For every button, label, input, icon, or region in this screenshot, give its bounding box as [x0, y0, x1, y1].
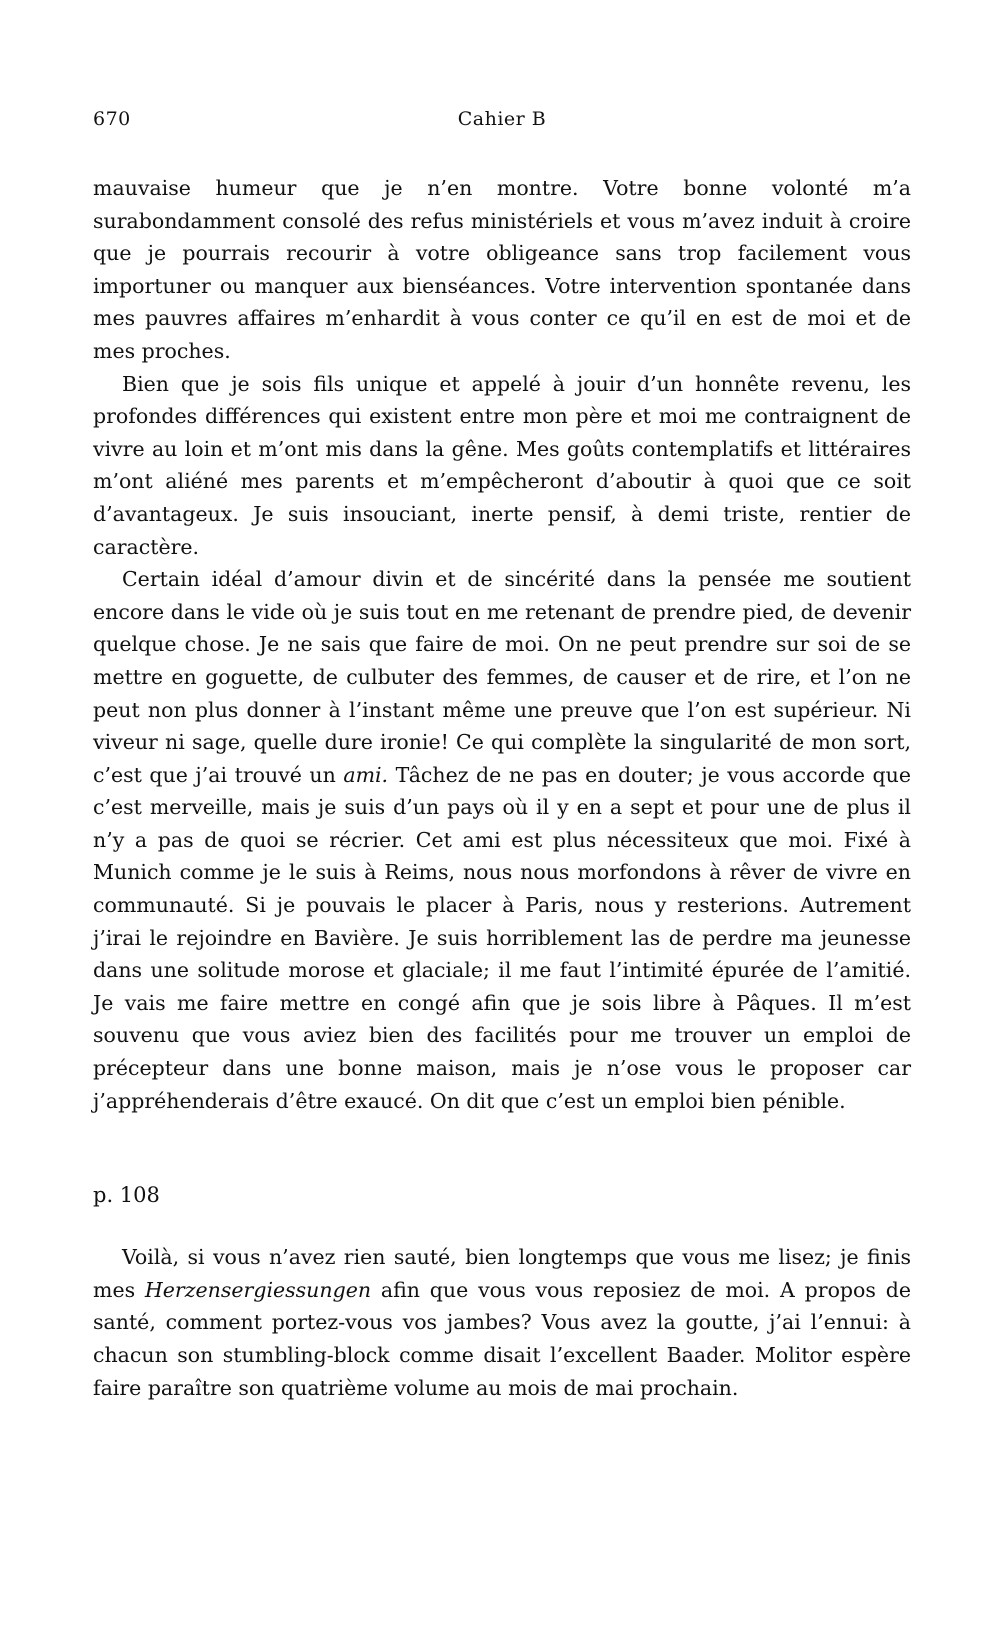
page-number: 670: [93, 108, 131, 130]
running-title: Cahier B: [457, 108, 547, 130]
paragraph-closing-after: afin que vous vous reposiez de moi. A propos de santé, comment portez-vous vos jambes? Vous avez la goutte, j’ai l’ennui: à chacun son stumbling-block comme disait l’excellent Baader. Molitor espère faire paraître son quatrième volume au mois de mai prochain.: [93, 1277, 911, 1400]
paragraph-closing: [93, 1241, 911, 1404]
page-reference: p. 108: [93, 1183, 160, 1208]
paragraph-friend-before: Certain idéal d’amour divin et de sincérité dans la pensée me soutient encore dans le vide où je suis tout en me retenant de prendre pied, de devenir quelque chose. Je ne sais que faire de moi. On ne peut prendre sur soi de se mettre en goguette, de culbuter des femmes, de causer et de rire, et l’on ne peut non plus donner à l’instant même une preuve que l’on est supérieur. Ni viveur ni sage, quelle dure ironie! Ce qui complète la singularité de mon sort, c’est que j’ai trouvé un: [93, 567, 911, 787]
letter-body: [93, 172, 911, 1117]
paragraph-family: Bien que je sois fils unique et appelé à jouir d’un honnête revenu, les profondes différences qui existent entre mon père et moi me contraignent de vivre au loin et m’ont mis dans la gêne. Mes goûts contemplatifs et littéraires m’ont aliéné mes parents et m’empêcheront d’aboutir à quoi que ce soit d’avantageux. Je suis insouciant, inerte pensif, à demi triste, rentier de caractère.: [93, 371, 911, 559]
emphasis-ami: ami.: [343, 762, 389, 787]
paragraph-continuation: mauvaise humeur que je n’en montre. Votre bonne volonté m’a surabondamment consolé des refus ministériels et vous m’avez induit à croire que je pourrais recourir à votre obligeance sans trop facilement vous importuner ou manquer aux bienséances. Votre intervention spontanée dans mes pauvres affaires m’enhardit à vous conter ce qu’il en est de moi et de mes proches.: [93, 176, 911, 363]
paragraph-friend: [93, 563, 911, 1117]
running-head: [93, 108, 911, 144]
paragraph-friend-after: Tâchez de ne pas en douter; je vous accorde que c’est merveille, mais je suis d’un pays où il y en a sept et pour une de plus il n’y a pas de quoi se récrier. Cet ami est plus nécessiteux que moi. Fixé à Munich comme je le suis à Reims, nous nous morfondons à rêver de vivre en communauté. Si je pouvais le placer à Paris, nous y resterions. Autrement j’irai le rejoindre en Bavière. Je suis horriblement las de perdre ma jeunesse dans une solitude morose et glaciale; il me faut l’intimité épurée de l’amitié. Je vais me faire mettre en congé afin que je sois libre à Pâques. Il m’est souvenu que vous aviez bien des facilités pour me trouver un emploi de précepteur dans une bonne maison, mais je n’ose vous le proposer car j’appréhenderais d’être exaucé. On dit que c’est un emploi bien pénible.: [93, 762, 911, 1113]
letter-closing: [93, 1241, 911, 1404]
emphasis-herzensergiessungen: Herzensergiessungen: [144, 1277, 372, 1302]
paragraph-closing-before: Voilà, si vous n’avez rien sauté, bien longtemps que vous me lisez; je finis mes: [93, 1245, 911, 1302]
book-page: [93, 108, 911, 1404]
